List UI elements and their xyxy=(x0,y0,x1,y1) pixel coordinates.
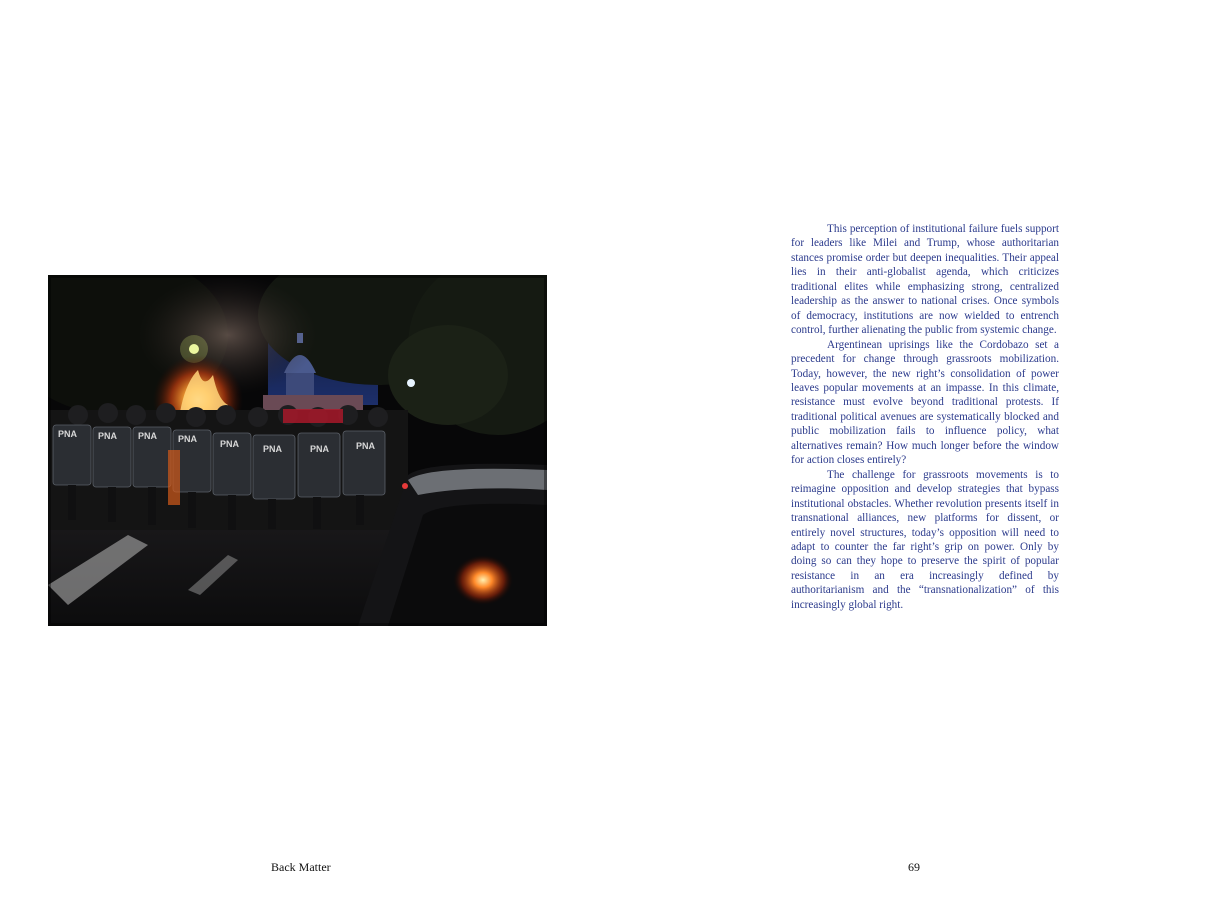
protest-photograph xyxy=(48,275,547,626)
article-body xyxy=(791,222,1059,612)
page-number: 69 xyxy=(908,860,920,874)
svg-text:PNA: PNA xyxy=(178,434,198,444)
svg-text:PNA: PNA xyxy=(356,441,376,451)
svg-text:PNA: PNA xyxy=(58,429,78,439)
svg-text:PNA: PNA xyxy=(310,444,330,454)
paragraph-2: Argentinean uprisings like the Cordobazo set a precedent for change through grassroots mobilization. Today, however, the new right’s consolidation of power leaves popular movements at an impasse. In this climate, resistance must evolve beyond traditional protests. If traditional political avenues are systematically blocked and public mobilization fails to influence policy, what alternatives remain? How much longer before the window for action closes entirely? xyxy=(791,338,1059,467)
paragraph-3: The challenge for grassroots movements is to reimagine opposition and develop strategies that bypass institutional obstacles. Whether revolution presents itself in transnational alliances, new platforms for dissent, or entirely novel structures, today’s opposition will need to adapt to counter the far right’s grip on power. Only by doing so can they hope to preserve the spirit of popular resistance in an era increasingly defined by authoritarianism and the “transnationalization” of this increasingly global right. xyxy=(791,468,1059,611)
paragraph-1: This perception of institutional failure fuels support for leaders like Milei and Trump, whose authoritarian stances promise order but deepen inequalities. Their appeal lies in their anti-globalist agenda, which criticizes traditional elites while emphasizing strong, centralized leadership as the answer to national crises. Once symbols of democracy, institutions are now wielded to entrench control, further alienating the public from systemic change. xyxy=(791,223,1059,337)
svg-text:PNA: PNA xyxy=(98,431,118,441)
svg-text:PNA: PNA xyxy=(220,439,240,449)
running-footer-section: Back Matter xyxy=(271,860,331,874)
svg-text:PNA: PNA xyxy=(263,444,283,454)
svg-text:PNA: PNA xyxy=(138,431,158,441)
